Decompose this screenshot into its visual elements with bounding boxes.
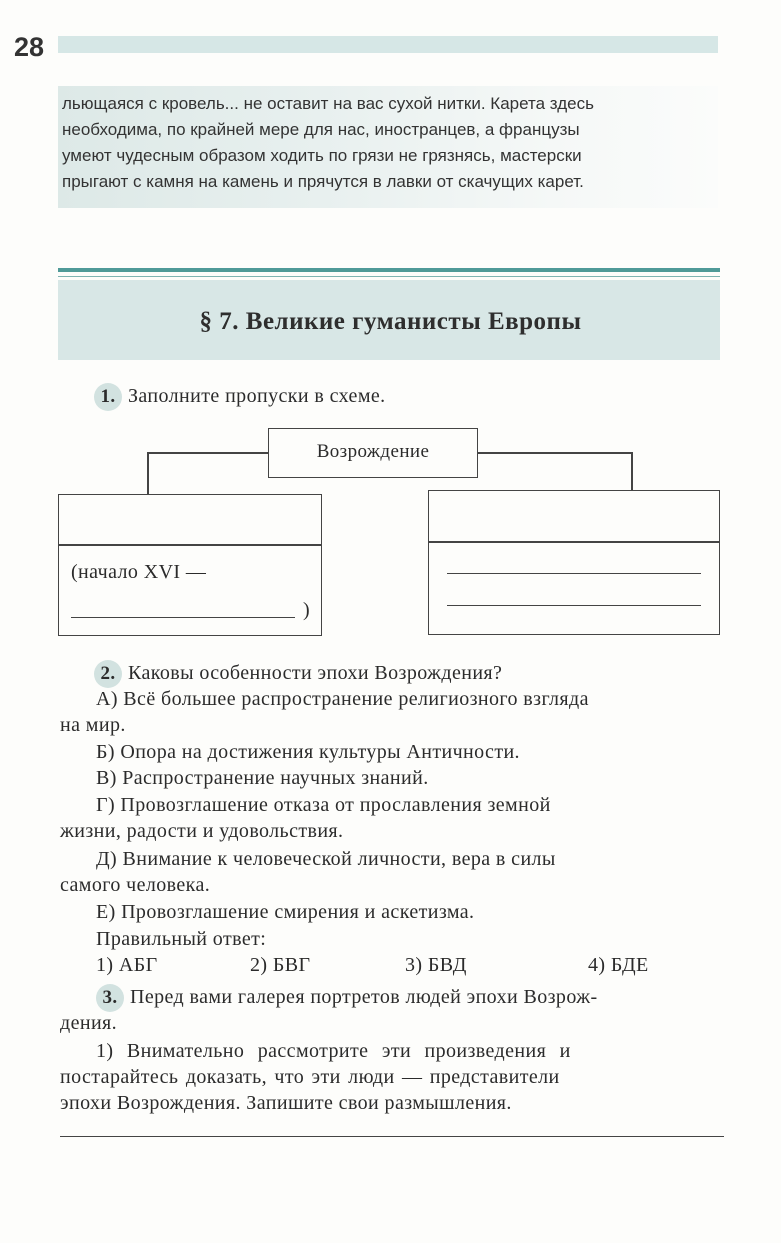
answer-label: Правильный ответ:	[96, 928, 267, 950]
section-rule-thin	[58, 276, 720, 277]
option-b: Б) Опора на достижения культуры Античности.	[96, 741, 520, 763]
connector	[147, 452, 149, 495]
question-number: 2.	[94, 660, 122, 688]
option-d: Г) Провозглашение отказа от прославления земной	[96, 794, 551, 816]
answer-choice[interactable]: 3) БВД	[405, 954, 467, 976]
question-3-cont: дения.	[60, 1012, 118, 1034]
scheme-root-label: Возрождение	[316, 441, 430, 462]
section-title: § 7. Великие гуманисты Европы	[199, 308, 582, 335]
scheme-right-box	[428, 490, 720, 635]
question-number: 1.	[94, 383, 122, 411]
quote-line: прыгают с камня на камень и прячутся в лавки от скачущих карет.	[62, 172, 584, 191]
answer-blank[interactable]	[447, 605, 701, 606]
answer-choice[interactable]: 2) БВГ	[250, 954, 311, 976]
connector	[147, 452, 268, 454]
question-2	[94, 660, 502, 688]
scheme-left-box	[58, 494, 322, 636]
option-e-cont: самого человека.	[60, 874, 211, 896]
task-line: эпохи Возрождения. Запишите свои размышления.	[60, 1092, 512, 1114]
task-line: постарайтесь доказать, что эти люди — представители	[60, 1066, 560, 1088]
option-f: Е) Провозглашение смирения и аскетизма.	[96, 901, 475, 923]
quote-line: необходима, по крайней мере для нас, иностранцев, а французы	[62, 120, 580, 139]
connector	[631, 452, 633, 495]
divider	[429, 541, 719, 543]
page-number: 28	[14, 32, 45, 62]
answer-blank[interactable]	[447, 573, 701, 574]
question-1	[94, 383, 386, 411]
answer-blank[interactable]	[71, 617, 295, 618]
connector	[478, 452, 632, 454]
question-number: 3.	[96, 984, 124, 1012]
question-text: Перед вами галерея портретов людей эпохи Возрож-	[130, 986, 598, 1008]
header-bar	[58, 36, 718, 53]
option-e: Д) Внимание к человеческой личности, вера в силы	[96, 848, 556, 870]
option-c: В) Распространение научных знаний.	[96, 767, 429, 789]
scheme-left-close: )	[303, 599, 311, 621]
question-text: Каковы особенности эпохи Возрождения?	[128, 662, 503, 684]
question-text: Заполните пропуски в схеме.	[128, 385, 386, 407]
question-3	[96, 984, 598, 1012]
scheme-root-box	[268, 428, 478, 478]
option-a: А) Всё большее распространение религиозного взгляда	[96, 688, 589, 710]
quote-line: льющаяся с кровель... не оставит на вас сухой нитки. Карета здесь	[62, 94, 594, 113]
scheme-left-caption: (начало XVI —	[71, 561, 207, 583]
option-a-cont: на мир.	[60, 714, 126, 736]
divider	[59, 544, 321, 546]
quote-line: умеют чудесным образом ходить по грязи не грязнясь, мастерски	[62, 146, 582, 165]
task-line: 1) Внимательно рассмотрите эти произведения и	[96, 1040, 571, 1062]
section-rule	[58, 268, 720, 272]
option-d-cont: жизни, радости и удовольствия.	[60, 820, 344, 842]
answer-choice[interactable]: 1) АБГ	[96, 954, 158, 976]
answer-blank[interactable]	[60, 1136, 724, 1137]
answer-choice[interactable]: 4) БДЕ	[588, 954, 649, 976]
